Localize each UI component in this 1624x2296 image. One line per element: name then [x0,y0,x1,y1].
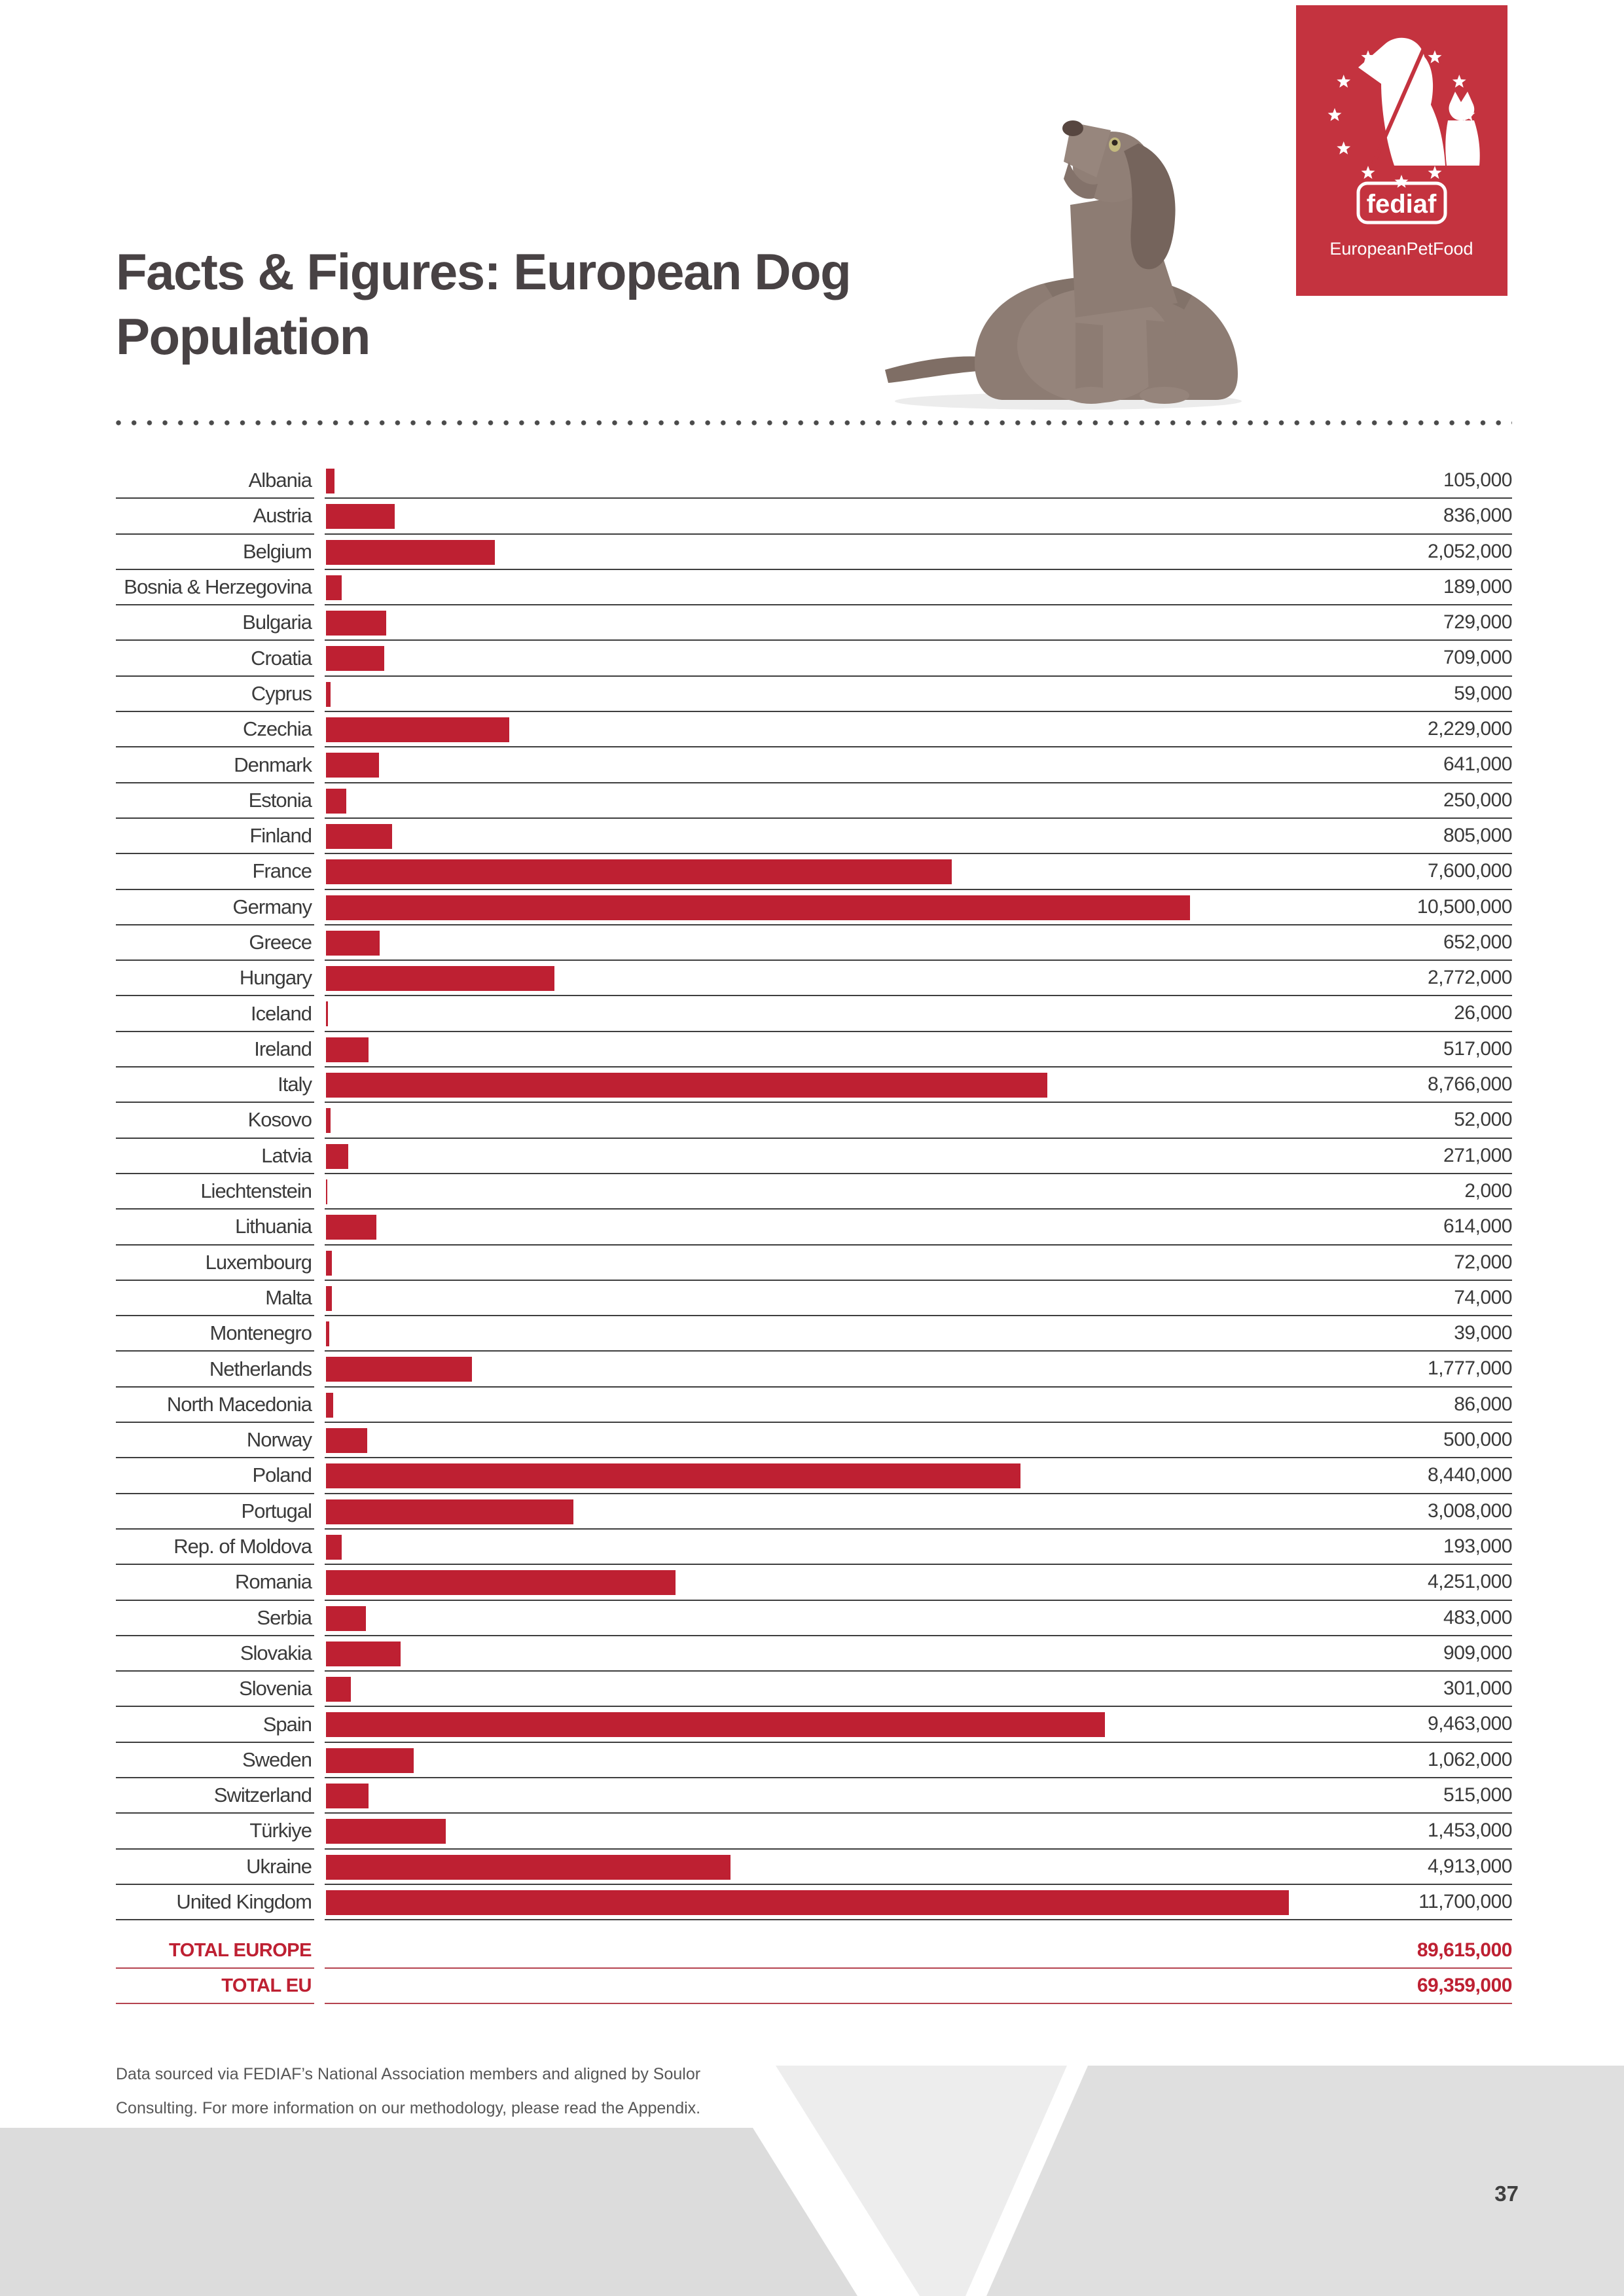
bar [326,1855,731,1880]
bar-track [325,1494,1512,1530]
bar-track [325,1885,1512,1920]
country-label: Bosnia & Herzegovina [116,570,314,605]
bar [326,1286,332,1311]
bar [326,931,380,956]
chart-row [116,1067,1512,1103]
chart-row [116,1743,1512,1778]
country-label: Denmark [116,747,314,783]
page-title-line2: Population [116,308,370,365]
chart-row [116,499,1512,534]
value-label: 517,000 [1443,1037,1512,1060]
country-label: Iceland [116,996,314,1031]
chart-row [116,1672,1512,1707]
total-row [116,1969,1512,2004]
bar [326,895,1190,920]
value-label: 86,000 [1454,1393,1512,1415]
bar [326,1712,1105,1737]
chart-row [116,1281,1512,1316]
chart-row [116,961,1512,996]
value-label: 105,000 [1443,469,1512,491]
value-label: 2,052,000 [1428,540,1512,562]
decor-left-band [0,2128,857,2296]
value-label: 193,000 [1443,1535,1512,1557]
value-label: 10,500,000 [1416,895,1512,918]
bar-track [325,854,1512,889]
chart-row [116,854,1512,889]
bar-track [325,463,1512,499]
country-label: Germany [116,890,314,925]
bar [326,1535,342,1560]
value-label: 250,000 [1443,789,1512,811]
country-label: Montenegro [116,1316,314,1352]
country-label: Hungary [116,961,314,996]
chart-row [116,1210,1512,1245]
country-label: Estonia [116,783,314,819]
country-label: Kosovo [116,1103,314,1138]
bar [326,966,554,991]
value-label: 3,008,000 [1428,1499,1512,1522]
total-track [325,1969,1512,2004]
chart-row [116,570,1512,605]
total-track [325,1933,1512,1969]
dotted-separator [116,420,1512,425]
bar-track [325,1707,1512,1742]
bar-track [325,641,1512,676]
bar [326,1001,328,1026]
bar [326,540,495,565]
methodology-note-line2: Consulting. For more information on our methodology, please read the Appendix. [116,2099,701,2117]
chart-row [116,1601,1512,1636]
chart-row [116,1103,1512,1138]
chart-row [116,1458,1512,1494]
bar-track [325,1778,1512,1814]
bar [326,789,346,814]
country-label: North Macedonia [116,1388,314,1423]
bar-track [325,1636,1512,1672]
bar [326,1606,366,1631]
chart-row [116,605,1512,641]
bar [326,1784,369,1808]
bar-track [325,712,1512,747]
fediaf-logo [1296,5,1507,296]
bar-track [325,996,1512,1031]
value-label: 7,600,000 [1428,860,1512,882]
chart-row [116,1778,1512,1814]
bar [326,1499,573,1524]
bar [326,1357,472,1382]
value-label: 909,000 [1443,1641,1512,1664]
bar [326,1321,329,1346]
value-label: 4,251,000 [1428,1571,1512,1593]
chart-row [116,1316,1512,1352]
value-label: 271,000 [1443,1144,1512,1166]
country-label: Luxembourg [116,1246,314,1281]
country-label: Netherlands [116,1352,314,1387]
brand-tagline: EuropeanPetFood [1329,239,1473,259]
country-label: Poland [116,1458,314,1494]
value-label: 11,700,000 [1418,1890,1512,1912]
bar-track [325,1814,1512,1849]
chart-row [116,1032,1512,1067]
chart-row [116,677,1512,712]
bar [326,1463,1020,1488]
bar [326,682,331,707]
bar [326,575,342,600]
chart-row [116,1814,1512,1849]
country-label: Serbia [116,1601,314,1636]
bar [326,611,386,636]
country-label: Switzerland [116,1778,314,1814]
value-label: 26,000 [1454,1002,1512,1024]
value-label: 483,000 [1443,1606,1512,1628]
bar [326,1037,369,1062]
country-label: France [116,854,314,889]
bar-track [325,1601,1512,1636]
chart-row [116,925,1512,961]
bar [326,1144,348,1169]
bar [326,1570,676,1595]
chart-row [116,890,1512,925]
bar-track [325,1316,1512,1352]
value-label: 8,440,000 [1428,1464,1512,1486]
methodology-note-line1: Data sourced via FEDIAF’s National Association members and aligned by Soulor [116,2065,701,2083]
bar-track [325,1672,1512,1707]
bar [326,1251,332,1276]
country-label: Lithuania [116,1210,314,1245]
chart-row [116,819,1512,854]
bar-track [325,925,1512,961]
bar [326,1890,1289,1915]
bar [326,646,384,671]
country-label: Malta [116,1281,314,1316]
chart-row [116,712,1512,747]
country-label: Romania [116,1565,314,1600]
bar [326,1428,367,1453]
value-label: 72,000 [1454,1251,1512,1273]
chart-row [116,1494,1512,1530]
bar-track [325,605,1512,641]
total-value: 69,359,000 [1416,1975,1512,1996]
value-label: 8,766,000 [1428,1073,1512,1096]
chart-row [116,1388,1512,1423]
decor-right-band [986,2066,1624,2296]
chart-row [116,1530,1512,1565]
bar-track [325,961,1512,996]
country-label: Croatia [116,641,314,676]
chart-row [116,1139,1512,1174]
bar-track [325,1565,1512,1600]
page-number: 37 [1494,2181,1519,2206]
bar [326,824,392,849]
chart-row [116,1423,1512,1458]
bar [326,1108,331,1133]
value-label: 805,000 [1443,824,1512,846]
bar [326,1641,401,1666]
total-label: TOTAL EU [116,1969,314,2004]
value-label: 74,000 [1454,1286,1512,1308]
chart-row [116,463,1512,499]
country-label: Rep. of Moldova [116,1530,314,1565]
chart-row [116,1174,1512,1210]
chart-row [116,1707,1512,1742]
bar [326,469,334,493]
total-label: TOTAL EUROPE [116,1933,314,1969]
bar-track [325,1281,1512,1316]
total-row [116,1933,1512,1969]
value-label: 652,000 [1443,931,1512,953]
chart-row [116,747,1512,783]
chart-row [116,1885,1512,1920]
bar-track [325,499,1512,534]
bar-track [325,783,1512,819]
country-label: Cyprus [116,677,314,712]
total-value: 89,615,000 [1416,1939,1512,1961]
value-label: 52,000 [1454,1109,1512,1131]
value-label: 39,000 [1454,1322,1512,1344]
chart-row [116,783,1512,819]
chart-row [116,1352,1512,1387]
value-label: 515,000 [1443,1784,1512,1806]
value-label: 641,000 [1443,753,1512,776]
chart-row [116,535,1512,570]
chart-row [116,1246,1512,1281]
value-label: 301,000 [1443,1677,1512,1700]
country-label: Türkiye [116,1814,314,1849]
bar-track [325,1246,1512,1281]
country-label: Czechia [116,712,314,747]
value-label: 1,062,000 [1428,1748,1512,1770]
bar-track [325,1423,1512,1458]
country-label: Ukraine [116,1850,314,1885]
bar [326,1393,333,1418]
country-label: Sweden [116,1743,314,1778]
country-label: Liechtenstein [116,1174,314,1210]
bar [326,753,379,778]
bar [326,717,509,742]
bar-track [325,1103,1512,1138]
country-label: Belgium [116,535,314,570]
bar [326,1748,414,1773]
bar-track [325,890,1512,925]
bar-track [325,1530,1512,1565]
value-label: 2,772,000 [1428,967,1512,989]
bar-track [325,677,1512,712]
value-label: 2,229,000 [1428,718,1512,740]
bar-track [325,570,1512,605]
bar [326,1677,351,1702]
page-title-line1: Facts & Figures: European Dog [116,243,851,300]
value-label: 500,000 [1443,1429,1512,1451]
bar-track [325,819,1512,854]
value-label: 836,000 [1443,505,1512,527]
country-label: Norway [116,1423,314,1458]
chart-row [116,1850,1512,1885]
value-label: 729,000 [1443,611,1512,634]
value-label: 59,000 [1454,682,1512,704]
brand-wordmark: fediaf [1366,190,1437,219]
bar-track [325,1174,1512,1210]
country-label: Austria [116,499,314,534]
bar [326,1073,1047,1098]
bar-track [325,1352,1512,1387]
bar [326,1215,376,1240]
bar-track [325,1388,1512,1423]
dog-photo [875,107,1255,414]
bar-track [325,1743,1512,1778]
value-label: 9,463,000 [1428,1713,1512,1735]
bar-track [325,1850,1512,1885]
bar [326,1179,327,1204]
bar [326,504,395,529]
country-label: Slovenia [116,1672,314,1707]
bar [326,859,952,884]
bottom-decor-band [0,2066,1624,2296]
bar-track [325,1458,1512,1494]
value-label: 709,000 [1443,647,1512,669]
value-label: 2,000 [1464,1179,1512,1202]
country-label: Spain [116,1707,314,1742]
value-label: 4,913,000 [1428,1855,1512,1877]
chart-row [116,996,1512,1031]
country-label: Albania [116,463,314,499]
country-label: Greece [116,925,314,961]
value-label: 1,777,000 [1428,1357,1512,1380]
bar-track [325,1067,1512,1103]
dog-population-chart [116,463,1512,1920]
bar [326,1819,446,1844]
country-label: Finland [116,819,314,854]
bar-track [325,1210,1512,1245]
bar-track [325,1139,1512,1174]
chart-row [116,1565,1512,1600]
totals-section [116,1933,1512,2004]
chart-row [116,641,1512,676]
bar-track [325,747,1512,783]
value-label: 614,000 [1443,1215,1512,1238]
value-label: 1,453,000 [1428,1820,1512,1842]
country-label: Bulgaria [116,605,314,641]
country-label: Ireland [116,1032,314,1067]
bar-track [325,1032,1512,1067]
country-label: United Kingdom [116,1885,314,1920]
country-label: Italy [116,1067,314,1103]
country-label: Portugal [116,1494,314,1530]
country-label: Slovakia [116,1636,314,1672]
chart-row [116,1636,1512,1672]
value-label: 189,000 [1443,575,1512,598]
country-label: Latvia [116,1139,314,1174]
bar-track [325,535,1512,570]
